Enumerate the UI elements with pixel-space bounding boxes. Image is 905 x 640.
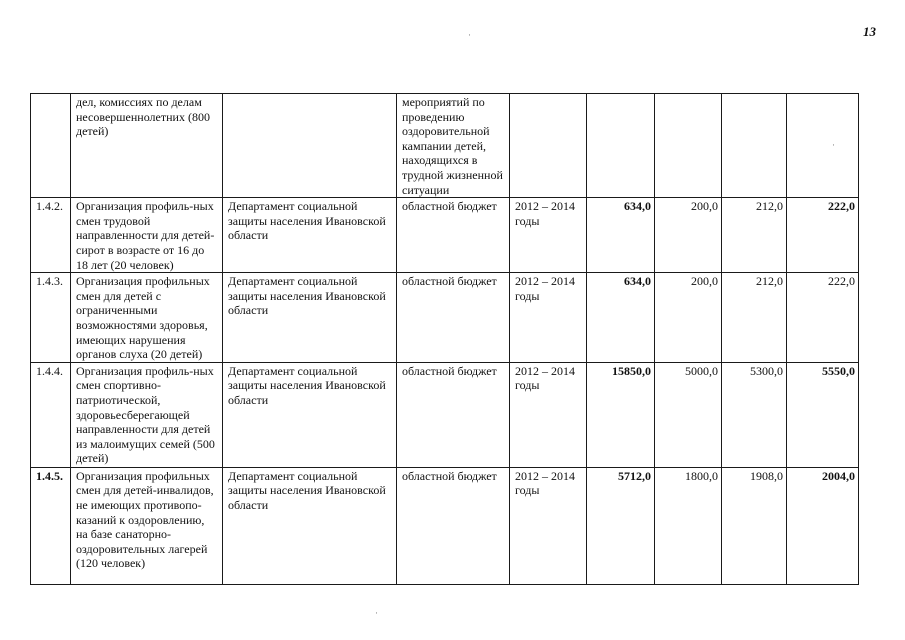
table-row (31, 273, 859, 363)
funding-source: областной бюджет (397, 273, 510, 363)
amount-2014: 222,0 (787, 273, 859, 363)
executor (223, 94, 397, 198)
total-amount: 15850,0 (587, 362, 655, 467)
item-number: 1.4.3. (31, 273, 71, 363)
funding-source: областной бюджет (397, 198, 510, 273)
table-row (31, 198, 859, 273)
scan-speck: · (832, 140, 835, 150)
period: 2012 – 2014 годы (510, 273, 587, 363)
period: 2012 – 2014 годы (510, 467, 587, 584)
executor: Департамент социальной защиты населения Ивановской области (223, 273, 397, 363)
activity-title: Организация профиль-ных смен спортивно-патриотической, здоровьесберегающей направленности для детей из малоимущих семей (500 детей) (71, 362, 223, 467)
amount-2014: 5550,0 (787, 362, 859, 467)
executor: Департамент социальной защиты населения Ивановской области (223, 362, 397, 467)
executor: Департамент социальной защиты населения Ивановской области (223, 198, 397, 273)
activity-title: Организация профиль-ных смен трудовой направленности для детей-сирот в возрасте от 16 до 18 лет (20 человек) (71, 198, 223, 273)
amount-2013: 212,0 (722, 273, 787, 363)
amount-2014 (787, 94, 859, 198)
item-number: 1.4.5. (31, 467, 71, 584)
table-row (31, 94, 859, 198)
funding-source: областной бюджет (397, 467, 510, 584)
activity-title: дел, комиссиях по делам несовершеннолетних (800 детей) (71, 94, 223, 198)
activity-title: Организация профильных смен для детей с ограниченными возможностями здоровья, имеющих нарушения органов слуха (20 детей) (71, 273, 223, 363)
item-number: 1.4.2. (31, 198, 71, 273)
amount-2012: 200,0 (655, 198, 722, 273)
amount-2012 (655, 94, 722, 198)
activity-title: Организация профильных смен для детей-инвалидов, не имеющих противопо-казаний к оздоровлению, на базе санаторно-оздоровительных лагерей (120 человек) (71, 467, 223, 584)
scan-speck: · (468, 30, 471, 40)
amount-2012: 5000,0 (655, 362, 722, 467)
amount-2013: 5300,0 (722, 362, 787, 467)
program-activities-table (30, 93, 859, 585)
scan-speck: · (375, 608, 378, 618)
total-amount (587, 94, 655, 198)
item-number (31, 94, 71, 198)
total-amount: 634,0 (587, 273, 655, 363)
period: 2012 – 2014 годы (510, 198, 587, 273)
table-row (31, 362, 859, 467)
funding-source: областной бюджет (397, 362, 510, 467)
executor: Департамент социальной защиты населения Ивановской области (223, 467, 397, 584)
amount-2012: 1800,0 (655, 467, 722, 584)
amount-2013: 1908,0 (722, 467, 787, 584)
amount-2014: 222,0 (787, 198, 859, 273)
period (510, 94, 587, 198)
page-number: 13 (863, 24, 876, 39)
amount-2013: 212,0 (722, 198, 787, 273)
amount-2014: 2004,0 (787, 467, 859, 584)
table-row (31, 467, 859, 584)
amount-2013 (722, 94, 787, 198)
item-number: 1.4.4. (31, 362, 71, 467)
amount-2012: 200,0 (655, 273, 722, 363)
total-amount: 5712,0 (587, 467, 655, 584)
total-amount: 634,0 (587, 198, 655, 273)
period: 2012 – 2014 годы (510, 362, 587, 467)
funding-source: мероприятий по проведению оздоровительной кампании детей, находящихся в трудной жизненной ситуации (397, 94, 510, 198)
